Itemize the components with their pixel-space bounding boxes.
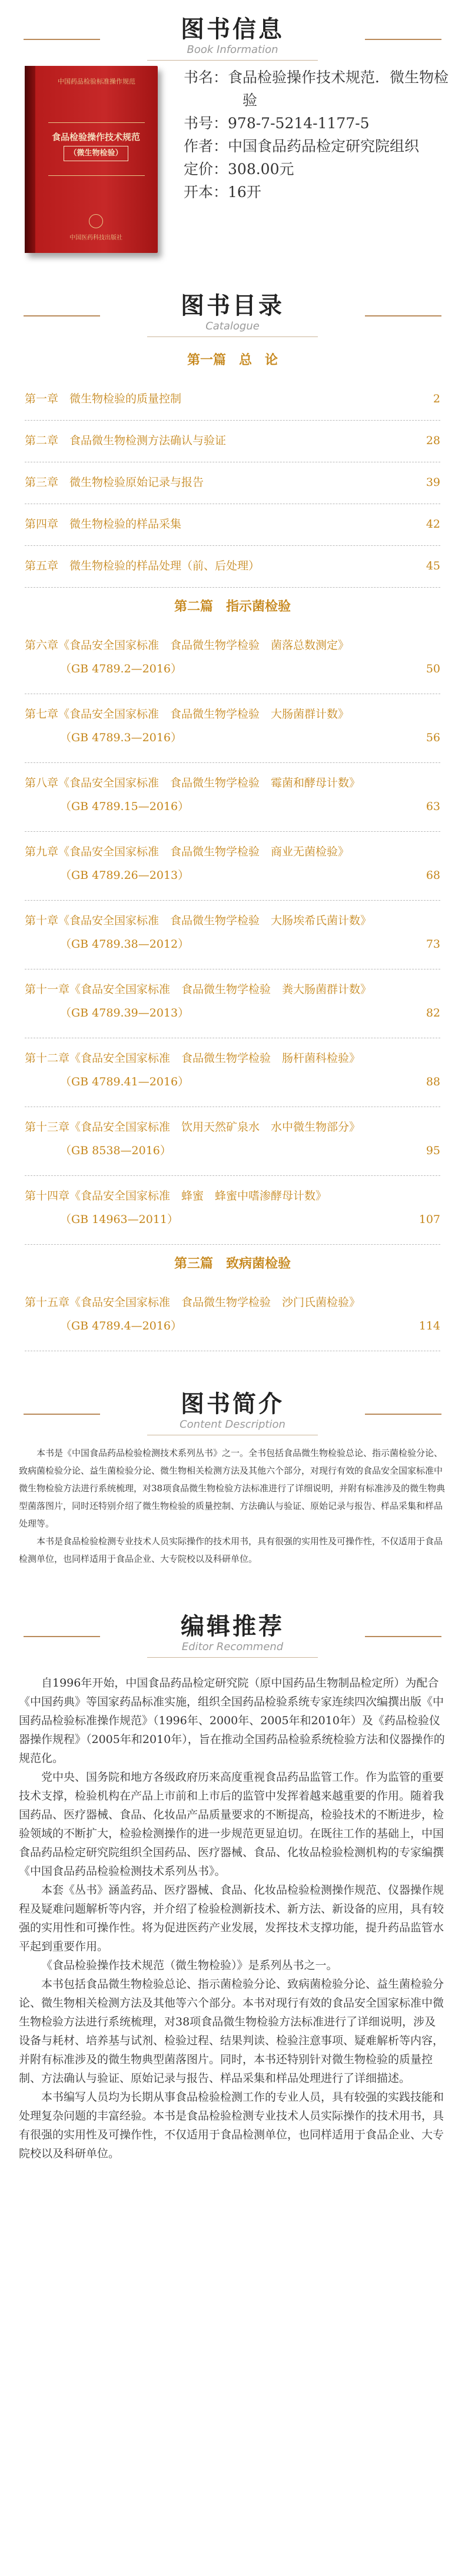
book-author <box>184 135 452 158</box>
intro-paragraph: 本书是《中国食品药品检验检测技术系列丛书》之一。全书包括食品微生物检验总论、指示菌检验分论、致病菌检验分论、益生菌检验分论、微生物相关检测方法及其他六个部分，对现行有效的食品安全国家标准中微生物检验方法进行系统梳理，对38项食品微生物检验方法标准进行了详细说明，并附有标准涉及的微生物典型菌落图片，同时还特别介绍了微生物检验的质量控制、方法确认与验证、原始记录与报告、样品采集和样品处理等。 <box>19 1448 446 1529</box>
toc-chapter[interactable] <box>25 1038 440 1107</box>
toc-chapter-text: （GB 4789.26—2013） <box>60 869 190 882</box>
section-subtitle: Editor Recommend <box>181 1641 284 1653</box>
toc-chapter-text: 第十一章《食品安全国家标准 食品微生物学检验 粪大肠菌群计数》 <box>25 983 372 996</box>
toc-chapter-title <box>25 1184 440 1208</box>
toc-chapter-standard <box>25 864 440 887</box>
toc-chapter-text: 第五章 微生物检验的样品处理（前、后处理） <box>25 559 260 572</box>
toc-chapter-standard <box>25 1314 440 1338</box>
toc-chapter-title <box>25 512 440 536</box>
toc-page-number: 114 <box>418 1319 440 1332</box>
toc-page-number: 82 <box>426 1007 440 1019</box>
book-price-value: 308.00元 <box>228 161 294 178</box>
toc-page-number: 63 <box>426 800 440 813</box>
book-format <box>184 181 452 204</box>
section-header <box>0 1597 465 1662</box>
intro-paragraph: 本书是食品检验检测专业技术人员实际操作的技术用书，具有很强的实用性及可操作性，不仅适用于食品检测单位，也同样适用于食品企业、大专院校以及科研单位。 <box>19 1536 443 1564</box>
book-price-label: 定价： <box>184 161 228 178</box>
toc-chapter[interactable] <box>25 421 440 462</box>
toc-page-number: 28 <box>426 434 440 447</box>
toc-chapter[interactable] <box>25 462 440 504</box>
recommend-paragraph: 自1996年开始，中国食品药品检定研究院（原中国药品生物制品检定所）为配合《中国药典》等国家药品标准实施，组织全国药品检验系统专家连续四次编撰出版《中国药品检验标准操作规范》（1996年、2000年、2005年和2010年）及《药品检验仪器操作规程》（2005年和2010年），旨在推动全国药品检验系统检验方法和仪器操作的规范化。 <box>19 1677 445 1765</box>
toc-chapter-title <box>25 840 440 864</box>
cover-rule <box>48 122 145 123</box>
toc-chapter[interactable] <box>25 1282 440 1351</box>
section-header <box>0 0 465 65</box>
toc-chapter-title <box>25 387 440 411</box>
book-format-label: 开本： <box>184 184 228 201</box>
cover-publisher: 中国医药科技出版社 <box>69 235 122 241</box>
toc-chapter-standard <box>25 726 440 749</box>
toc-chapter[interactable] <box>25 1107 440 1176</box>
toc-chapter-text: （GB 4789.4—2016） <box>60 1319 182 1332</box>
section-header <box>0 276 465 341</box>
book-cover-image <box>25 66 158 253</box>
toc-chapter-text: 第十二章《食品安全国家标准 食品微生物学检验 肠杆菌科检验》 <box>25 1052 361 1065</box>
toc-chapter-standard <box>25 657 440 681</box>
book-isbn-label: 书号： <box>184 115 228 132</box>
toc-chapter[interactable] <box>25 969 440 1038</box>
toc-page-number: 95 <box>426 1144 440 1157</box>
toc-chapter-text: （GB 4789.41—2016） <box>60 1075 190 1088</box>
toc-chapter[interactable] <box>25 625 440 694</box>
header-underline <box>147 336 318 337</box>
section-title: 编辑推荐 <box>181 1613 284 1640</box>
toc-chapter[interactable] <box>25 1176 440 1245</box>
toc-page-number: 45 <box>426 559 440 572</box>
cover-title <box>40 131 152 161</box>
toc-section <box>0 276 465 1351</box>
toc-page-number: 107 <box>418 1213 440 1226</box>
book-format-value: 16开 <box>228 184 261 201</box>
toc-chapter-title <box>25 634 440 657</box>
toc-chapter-standard <box>25 1139 440 1162</box>
recommend-paragraph: 《食品检验操作技术规范（微生物检验）》是系列丛书之一。 <box>41 1959 338 1972</box>
book-isbn-value: 978-7-5214-1177-5 <box>228 115 370 132</box>
toc-chapter[interactable] <box>25 379 440 421</box>
toc-chapter-standard <box>25 795 440 818</box>
book-name-label: 书名： <box>184 69 228 86</box>
toc-chapter-text: 第一章 微生物检验的质量控制 <box>25 392 182 405</box>
toc-chapter-text: 第十章《食品安全国家标准 食品微生物学检验 大肠埃希氏菌计数》 <box>25 914 372 927</box>
toc-page-number: 50 <box>426 662 440 675</box>
toc-chapter-title <box>25 909 440 932</box>
toc-chapter[interactable] <box>25 694 440 763</box>
book-isbn <box>184 112 452 135</box>
recommend-paragraph: 本书包括食品微生物检验总论、指示菌检验分论、致病菌检验分论、益生菌检验分论、微生物相关检测方法及其他等六个部分。本书对现行有效的食品安全国家标准中微生物检验方法进行系统梳理，对38项食品微生物检验方法标准进行了详细说明，涉及设备与耗材、培养基与试剂、检验过程、结果判读、检验注意事项、疑难解析等内容，并附有标准涉及的微生物典型菌落图片。同时，本书还特别针对微生物检验的质量控制、方法确认与验证、原始记录与报告、样品采集和样品处理进行了详细描述。 <box>19 1978 444 2085</box>
book-name <box>184 66 452 112</box>
section-subtitle: Content Description <box>180 1418 285 1431</box>
toc-chapter-standard <box>25 1208 440 1231</box>
cover-title-text: 食品检验操作技术规范 <box>51 132 140 142</box>
section-title: 图书简介 <box>181 1391 284 1418</box>
toc-chapter-title <box>25 1047 440 1070</box>
header-underline <box>147 60 318 61</box>
toc-chapter-text: 第三章 微生物检验原始记录与报告 <box>25 476 204 489</box>
toc-chapter-title <box>25 471 440 494</box>
toc-chapter-text: （GB 4789.15—2016） <box>60 800 190 813</box>
book-price <box>184 158 452 181</box>
toc-chapter[interactable] <box>25 504 440 546</box>
cover-series: 中国药品检验标准操作规范 <box>58 78 135 85</box>
book-info-section <box>0 0 465 276</box>
toc-chapter-text: （GB 4789.38—2012） <box>60 938 190 951</box>
toc-chapter-title <box>25 554 440 578</box>
recommend-section <box>0 1597 465 2163</box>
toc-chapter-text: 第十五章《食品安全国家标准 食品微生物学检验 沙门氏菌检验》 <box>25 1296 361 1309</box>
toc-list <box>0 341 465 1351</box>
publisher-logo-icon <box>89 214 103 228</box>
header-underline <box>147 1657 318 1658</box>
toc-chapter-title <box>25 978 440 1001</box>
toc-chapter-title <box>25 702 440 726</box>
toc-chapter-text: （GB 4789.3—2016） <box>60 731 182 744</box>
recommend-text <box>0 1674 465 2163</box>
section-header <box>0 1375 465 1439</box>
book-name-value: 食品检验操作技术规范．微生物检验 <box>228 69 449 109</box>
toc-page-number: 73 <box>426 938 440 951</box>
recommend-paragraph: 党中央、国务院和地方各级政府历来高度重视食品药品监管工作。作为监管的重要技术支撑，检验机构在产品上市前和上市后的监管中发挥着越来越重要的作用。随着我国药品、医疗器械、食品、化妆品产品质量要求的不断提高，检验技术的不断进步，检验领域的不断扩大，检验检测操作的进一步规范更显迫切。在既往工作的基础上，中国食品药品检定研究院组织全国药品、医疗器械、食品、化妆品检验检测机构的专家编撰《中国食品药品检验检测技术系列丛书》。 <box>19 1771 444 1878</box>
toc-chapter-text: 第六章《食品安全国家标准 食品微生物学检验 菌落总数测定》 <box>25 639 350 652</box>
toc-chapter-text: （GB 4789.39—2013） <box>60 1007 190 1019</box>
toc-chapter-title <box>25 429 440 452</box>
toc-page-number: 2 <box>433 392 440 405</box>
toc-page-number: 42 <box>426 518 440 531</box>
toc-chapter-text: 第七章《食品安全国家标准 食品微生物学检验 大肠菌群计数》 <box>25 708 350 721</box>
recommend-paragraph: 本套《丛书》涵盖药品、医疗器械、食品、化妆品检验检测操作规范、仪器操作规程及疑难问题解析等内容，并介绍了检验检测新技术、新方法、新设备的应用，具有较强的实用性和可操作性。将为促进医药产业发展，发挥技术支撑功能，提升药品监管水平起到重要作用。 <box>19 1884 444 1953</box>
toc-chapter-text: 第八章《食品安全国家标准 食品微生物学检验 霉菌和酵母计数》 <box>25 777 361 789</box>
toc-chapter-text: （GB 14963—2011） <box>60 1213 178 1226</box>
toc-chapter-standard <box>25 932 440 956</box>
toc-chapter[interactable] <box>25 832 440 901</box>
toc-chapter-text: 第十三章《食品安全国家标准 饮用天然矿泉水 水中微生物部分》 <box>25 1121 361 1134</box>
toc-chapter[interactable] <box>25 546 440 588</box>
book-author-value: 中国食品药品检定研究院组织 <box>228 138 420 155</box>
toc-chapter-standard <box>25 1001 440 1025</box>
toc-chapter-text: 第十四章《食品安全国家标准 蜂蜜 蜂蜜中嗜渗酵母计数》 <box>25 1189 327 1202</box>
toc-chapter-title <box>25 1115 440 1139</box>
toc-chapter-title <box>25 1291 440 1314</box>
toc-page-number: 39 <box>426 476 440 489</box>
section-subtitle: Catalogue <box>205 320 260 332</box>
section-title: 图书目录 <box>181 292 284 319</box>
book-author-label: 作者： <box>184 138 228 155</box>
toc-part-title: 第三篇 致病菌检验 <box>174 1256 291 1271</box>
book-meta <box>184 66 452 204</box>
cover-rule <box>48 175 145 176</box>
section-title: 图书信息 <box>181 16 284 43</box>
recommend-paragraph: 本书编写人员均为长期从事食品检验检测工作的专业人员，具有较强的实践技能和处理复杂问题的丰富经验。本书是食品检验检测专业技术人员实际操作的技术用书，具有很强的实用性及可操作性，不仅适用于食品检测单位，也同样适用于食品企业、大专院校以及科研单位。 <box>19 2091 444 2160</box>
cover-subtitle: （微生物检验） <box>64 146 128 161</box>
toc-page-number: 56 <box>426 731 440 744</box>
toc-chapter[interactable] <box>25 763 440 832</box>
intro-section <box>0 1375 465 1568</box>
intro-text <box>0 1444 465 1568</box>
toc-chapter-text: 第四章 微生物检验的样品采集 <box>25 518 182 531</box>
toc-chapter-standard <box>25 1070 440 1094</box>
toc-chapter[interactable] <box>25 901 440 969</box>
toc-part-title: 第一篇 总 论 <box>187 352 278 368</box>
toc-page-number: 88 <box>426 1075 440 1088</box>
toc-page-number: 68 <box>426 869 440 882</box>
toc-chapter-text: （GB 4789.2—2016） <box>60 662 182 675</box>
toc-part-title: 第二篇 指示菌检验 <box>174 599 291 614</box>
toc-chapter-text: 第九章《食品安全国家标准 食品微生物学检验 商业无菌检验》 <box>25 845 350 858</box>
toc-chapter-text: 第二章 食品微生物检测方法确认与验证 <box>25 434 227 447</box>
toc-chapter-text: （GB 8538—2016） <box>60 1144 171 1157</box>
book-spine <box>25 66 35 253</box>
toc-chapter-title <box>25 771 440 795</box>
section-subtitle: Book Information <box>187 44 278 56</box>
